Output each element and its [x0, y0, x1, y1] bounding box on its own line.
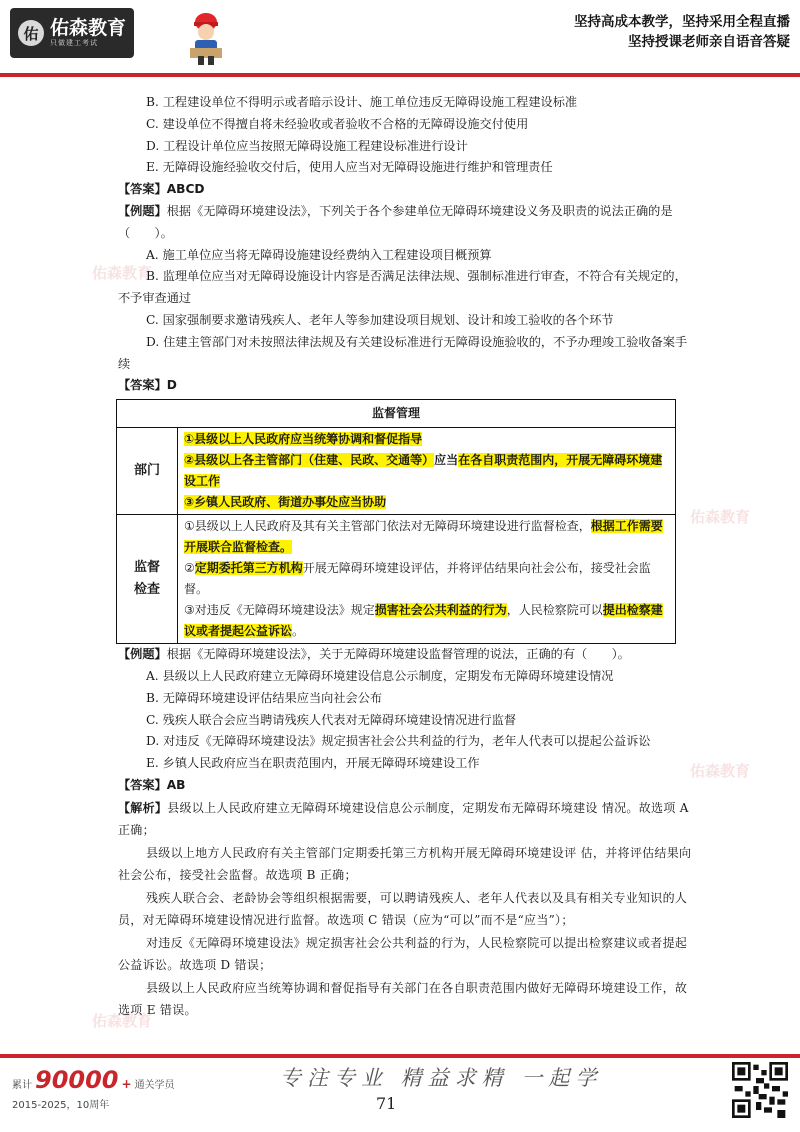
analysis-paragraph: 县级以上人民政府应当统筹协调和督促指导有关部门在各自职责范围内做好无障碍环境建设工作，故选项 E 错误。	[118, 980, 688, 1018]
option-b: B. 工程建设单位不得明示或者暗示设计、施工单位违反无障碍设施工程建设标准	[146, 95, 578, 109]
answer-line	[118, 775, 698, 797]
highlight-text: 根据工作需要开展联合监督检查。	[184, 519, 663, 555]
row-label: 部门	[117, 428, 178, 515]
count-suffix: 通关学员	[134, 1080, 175, 1091]
brand-logo	[10, 8, 134, 58]
logo-name: 佑森教育	[50, 17, 127, 39]
answer-label: 【答案】	[118, 777, 167, 792]
footer-divider	[0, 1054, 800, 1058]
option-a: A. 县级以上人民政府建立无障碍环境建设信息公示制度，定期发布无障碍环境建设情况	[146, 668, 614, 683]
count-plus: +	[121, 1077, 132, 1091]
analysis-text: 县级以上人民政府建立无障碍环境建设信息公示制度，定期发布无障碍环境建设 情况。故选项 A 正确；	[118, 800, 689, 838]
highlight-text: 损害社会公共利益的行为	[374, 603, 507, 618]
option-b: B. 监理单位应当对无障碍设施设计内容是否满足法律法规、强制标准进行审查，不符合有关规定的，不予审查通过	[118, 269, 687, 306]
analysis-paragraph	[118, 797, 698, 842]
option-c: C. 国家强制要求邀请残疾人、老年人等参加建设项目规划、设计和竣工验收的各个环节	[146, 312, 614, 327]
answer-value: AB	[166, 777, 186, 792]
example-label: 【例题】	[118, 647, 167, 662]
row-label	[117, 515, 178, 644]
logo-text	[50, 18, 126, 48]
question-text: 根据《无障碍环境建设法》，下列关于各个参建单位无障碍环境建设义务及职责的说法正确的是（ ）。	[118, 203, 673, 240]
highlight-text: 定期委托第三方机构	[194, 561, 303, 576]
table-title: 监督管理	[117, 400, 676, 428]
table-row	[117, 400, 676, 428]
table-row	[117, 515, 676, 644]
option-b: B. 无障碍环境建设评估结果应当向社会公布	[146, 690, 383, 705]
row-label-line: 监督	[133, 560, 160, 576]
option-d: D. 对违反《无障碍环境建设法》规定损害社会公共利益的行为，老年人代表可以提起公益诉讼	[146, 734, 651, 749]
example-question	[118, 644, 698, 666]
watermark-logo: 佑森教育	[690, 762, 751, 780]
option-d: D. 住建主管部门对未按照法律法规及有关建设标准进行无障碍设施验收的，不予办理竣工验收备案手续	[118, 334, 688, 371]
option-d: D. 工程设计单位应当按照无障碍设施工程建设标准进行设计	[146, 138, 468, 153]
header-slogan	[574, 12, 790, 52]
slogan-line-1: 坚持高成本教学，坚持采用全程直播	[574, 14, 790, 30]
analysis-paragraph: 对违反《无障碍环境建设法》规定损害社会公共利益的行为，人民检察院可以提出检察建议或者提起公益诉讼。故选项 D 错误；	[118, 935, 688, 973]
cell-text: 应当	[434, 453, 459, 468]
table-row	[117, 428, 676, 515]
handwritten-signature: 专注专业 精益求精 一起学	[280, 1066, 603, 1090]
logo-subtitle: 只做建工考试	[50, 39, 98, 47]
answer-line	[118, 179, 698, 201]
analysis-block	[118, 797, 698, 1022]
question-text: 根据《无障碍环境建设法》，关于无障碍环境建设监督管理的说法，正确的有（ ）。	[166, 647, 630, 662]
cell-line	[184, 600, 669, 642]
highlight-text: ③乡镇人民政府、街道办事处应当协助	[184, 495, 387, 510]
cell-text: 开展无障碍环境建设评估，并将评估结果向社会公布，接受社会监督。	[184, 561, 651, 597]
example-question	[118, 201, 698, 245]
option-a: A. 施工单位应当将无障碍设施建设经费纳入工程建设项目概预算	[146, 247, 492, 262]
analysis-paragraph: 县级以上地方人民政府有关主管部门定期委托第三方机构开展无障碍环境建设评 估，并将评估结果向社会公布，接受社会监督。故选项 B 正确；	[118, 845, 692, 883]
cell-line	[184, 429, 669, 450]
answer-value: ABCD	[166, 182, 205, 197]
cell-text: ③对违反《无障碍环境建设法》规定	[184, 603, 375, 618]
watermark-logo: 佑森教育	[690, 508, 751, 526]
page-header	[0, 0, 800, 74]
student-count	[12, 1066, 175, 1111]
cell-text: ①县级以上人民政府及其有关主管部门依法对无障碍环境建设进行监督检查，	[184, 519, 591, 534]
cell-line	[184, 450, 669, 492]
option-e: E. 乡镇人民政府应当在职责范围内，开展无障碍环境建设工作	[146, 756, 480, 771]
page-number: 71	[376, 1094, 397, 1113]
cell-text: ②	[184, 561, 195, 576]
mascot-icon	[186, 8, 226, 66]
count-number: 90000	[35, 1066, 119, 1094]
qr-code-icon[interactable]	[732, 1062, 788, 1118]
answer-line	[118, 375, 698, 397]
slogan-line-2: 坚持授课老师亲自语音答疑	[628, 34, 790, 50]
cell-line	[184, 558, 669, 600]
watermark-logo: 佑森教育	[92, 264, 153, 282]
option-c: C. 建设单位不得擅自将未经验收或者验收不合格的无障碍设施交付使用	[146, 116, 529, 131]
highlight-text: 提出检察建议或者提起公益诉讼	[184, 603, 663, 639]
example-label: 【例题】	[118, 203, 167, 218]
cell-text: ，人民检察院可以	[506, 603, 603, 618]
row-label-line: 检查	[133, 582, 160, 598]
years-text: 2015-2025，10周年	[12, 1100, 110, 1111]
watermark-logo: 佑森教育	[92, 1012, 153, 1030]
option-c: C. 残疾人联合会应当聘请残疾人代表对无障碍环境建设情况进行监督	[146, 712, 517, 727]
table-cell	[178, 515, 676, 644]
answer-label: 【答案】	[118, 378, 167, 393]
table-cell	[178, 428, 676, 515]
document-body	[118, 92, 698, 1022]
analysis-paragraph: 残疾人联合会、老龄协会等组织根据需要，可以聘请残疾人、老年人代表以及具有相关专业知识的人员，对无障碍环境建设情况进行监督。故选项 C 错误（应为“可以”而不是“应当”）；	[118, 890, 688, 928]
header-divider	[0, 73, 800, 77]
logo-mark-icon: 佑	[18, 20, 44, 46]
cell-line	[184, 492, 669, 513]
analysis-label: 【解析】	[118, 800, 168, 815]
answer-value: D	[166, 378, 177, 393]
highlight-text: ①县级以上人民政府应当统筹协调和督促指导	[184, 432, 423, 447]
cell-text: 。	[292, 624, 305, 639]
option-e: E. 无障碍设施经验收交付后，使用人应当对无障碍设施进行维护和管理责任	[146, 160, 553, 175]
highlight-text: ②县级以上各主管部门（住建、民政、交通等）	[184, 453, 435, 468]
answer-label: 【答案】	[118, 182, 167, 197]
cell-line	[184, 516, 669, 558]
count-prefix: 累计	[12, 1080, 32, 1091]
supervision-table	[116, 399, 676, 644]
highlight-text: 在各自职责范围内，开展无障碍环境建设工作	[184, 453, 663, 489]
count-line	[12, 1066, 175, 1094]
